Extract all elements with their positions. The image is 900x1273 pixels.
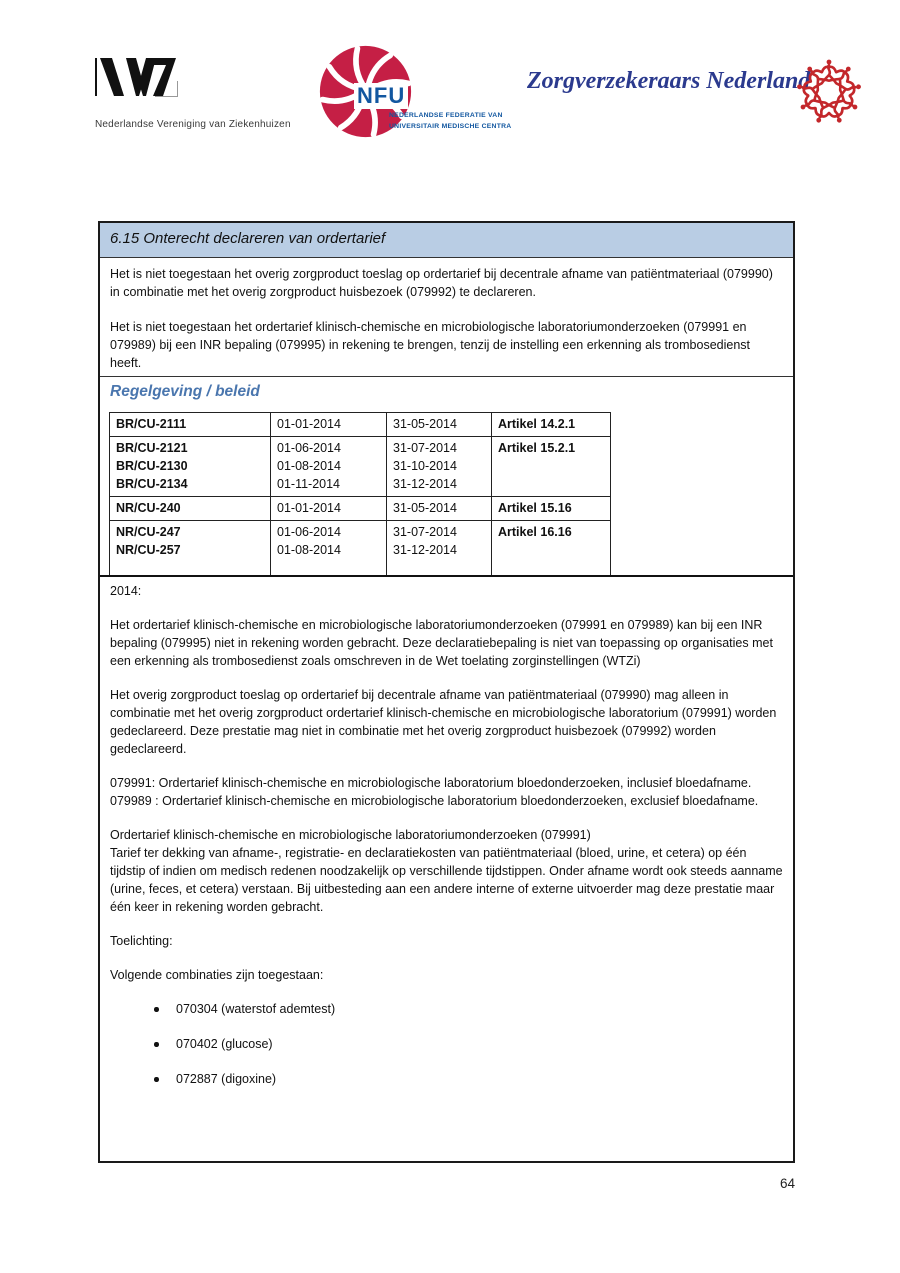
- zn-wordmark: Zorgverzekeraars Nederland: [527, 68, 811, 94]
- cell-start-date: 01-06-2014 01-08-2014 01-11-2014: [271, 437, 387, 497]
- cell-end-date: 31-07-2014 31-10-2014 31-12-2014: [387, 437, 492, 497]
- ordertarief-title-line: Ordertarief klinisch-chemische en microbiologische laboratoriumonderzoeken (079991): [110, 828, 591, 842]
- table-row: [110, 413, 611, 437]
- nfu-abbr: NFU: [354, 83, 408, 109]
- cell-start-date: 01-06-2014 01-08-2014: [271, 521, 387, 576]
- list-item: [154, 1070, 783, 1088]
- cell-code: BR/CU-2121 BR/CU-2130 BR/CU-2134: [110, 437, 271, 497]
- nvz-tagline: Nederlandse Vereniging van Ziekenhuizen: [95, 119, 291, 130]
- content-box: [98, 221, 795, 1163]
- body-paragraph: Het overig zorgproduct toeslag op ordertarief bij decentrale afname van patiëntmateriaal (079990) mag alleen in combinatie met het overig zorgproduct ordertarief klinisch-chemische en microbiologische laboratorium (079991) worden gedeclareerd. Deze prestatie mag niet in combinatie met het overig zorgproduct huisbezoek (079992) worden gedeclareerd.: [110, 688, 777, 756]
- cell-article: Artikel 14.2.1: [492, 413, 611, 437]
- section-heading: 6.15 Onterecht declareren van ordertarief: [110, 230, 386, 247]
- bullet-text: 072887 (digoxine): [176, 1072, 277, 1086]
- ordertarief-body: Tarief ter dekking van afname-, registratie- en declaratiekosten van patiëntmateriaal (bloed, urine, et cetera) op één tijdstip of indien om medisch redenen noodzakelijk op verschillende tijdstippen. Onder afname wordt ook steeds aanname (urine, feces, et cetera) verstaan. Bij uitbesteding aan een andere interne of externe uitvoerder mag deze prestatie maar één keer in rekening worden gebracht.: [110, 846, 783, 914]
- cell-code: BR/CU-2111: [110, 413, 271, 437]
- main-section: [100, 575, 793, 1165]
- nfu-subtitle-line2: UNIVERSITAIR MEDISCHE CENTRA: [389, 123, 512, 130]
- regulation-section: [100, 376, 793, 575]
- cell-code: NR/CU-247 NR/CU-257: [110, 521, 271, 576]
- cell-article: Artikel 15.16: [492, 497, 611, 521]
- table-row: [110, 497, 611, 521]
- regulation-heading: Regelgeving / beleid: [110, 383, 260, 400]
- bullet-icon: [154, 1007, 159, 1012]
- cell-end-date: 31-05-2014: [387, 497, 492, 521]
- bullet-icon: [154, 1042, 159, 1047]
- table-row: [110, 521, 611, 576]
- cell-code: NR/CU-240: [110, 497, 271, 521]
- nfu-subtitle-line1: NEDERLANDSE FEDERATIE VAN: [389, 112, 503, 119]
- intro-section: [100, 258, 793, 376]
- regulation-table: [109, 412, 611, 575]
- cell-end-date: 31-05-2014: [387, 413, 492, 437]
- list-item: [154, 1035, 783, 1053]
- cell-article: Artikel 15.2.1: [492, 437, 611, 497]
- table-row: [110, 437, 611, 497]
- year-label: 2014:: [110, 584, 142, 598]
- code-definition-line: 079989 : Ordertarief klinisch-chemische en microbiologische laboratorium bloedonderzoeken, exclusief bloedafname.: [110, 794, 759, 808]
- bullet-text: 070402 (glucose): [176, 1037, 273, 1051]
- intro-paragraph: Het is niet toegestaan het ordertarief klinisch-chemische en microbiologische laboratoriumonderzoeken (079991 en 079989) bij een INR bepaling (079995) in rekening te brengen, tenzij de instelling een erkenning als trombosedienst heeft.: [110, 320, 751, 370]
- cell-end-date: 31-07-2014 31-12-2014: [387, 521, 492, 576]
- zn-figures-icon: [788, 48, 870, 136]
- toelichting-label: Toelichting:: [110, 934, 173, 948]
- combinations-list: [110, 1000, 783, 1088]
- list-item: [154, 1000, 783, 1018]
- intro-paragraph: Het is niet toegestaan het overig zorgproduct toeslag op ordertarief bij decentrale afname van patiëntmateriaal (079990) in combinatie met het overig zorgproduct huisbezoek (079992) te declareren.: [110, 267, 773, 299]
- cell-start-date: 01-01-2014: [271, 497, 387, 521]
- cell-start-date: 01-01-2014: [271, 413, 387, 437]
- combinations-intro: Volgende combinaties zijn toegestaan:: [110, 968, 324, 982]
- nvz-logo-icon: [95, 57, 183, 104]
- ordertarief-definition: [110, 826, 783, 916]
- cell-article: Artikel 16.16: [492, 521, 611, 576]
- code-definition-line: 079991: Ordertarief klinisch-chemische en microbiologische laboratorium bloedonderzoeken, inclusief bloedafname.: [110, 776, 752, 790]
- body-paragraph: Het ordertarief klinisch-chemische en microbiologische laboratoriumonderzoeken (079991 en 079989) kan bij een INR bepaling (079995) niet in rekening worden gebracht. Deze declaratiebepaling is niet van toepassing op organisaties met een erkenning als trombosedienst zoals omschreven in de Wet toelating zorginstellingen (WTZi): [110, 618, 773, 668]
- bullet-icon: [154, 1077, 159, 1082]
- bullet-text: 070304 (waterstof ademtest): [176, 1002, 336, 1016]
- nfu-logo: [318, 44, 528, 139]
- section-heading-bar: [100, 223, 793, 258]
- page-number: 64: [779, 1176, 795, 1191]
